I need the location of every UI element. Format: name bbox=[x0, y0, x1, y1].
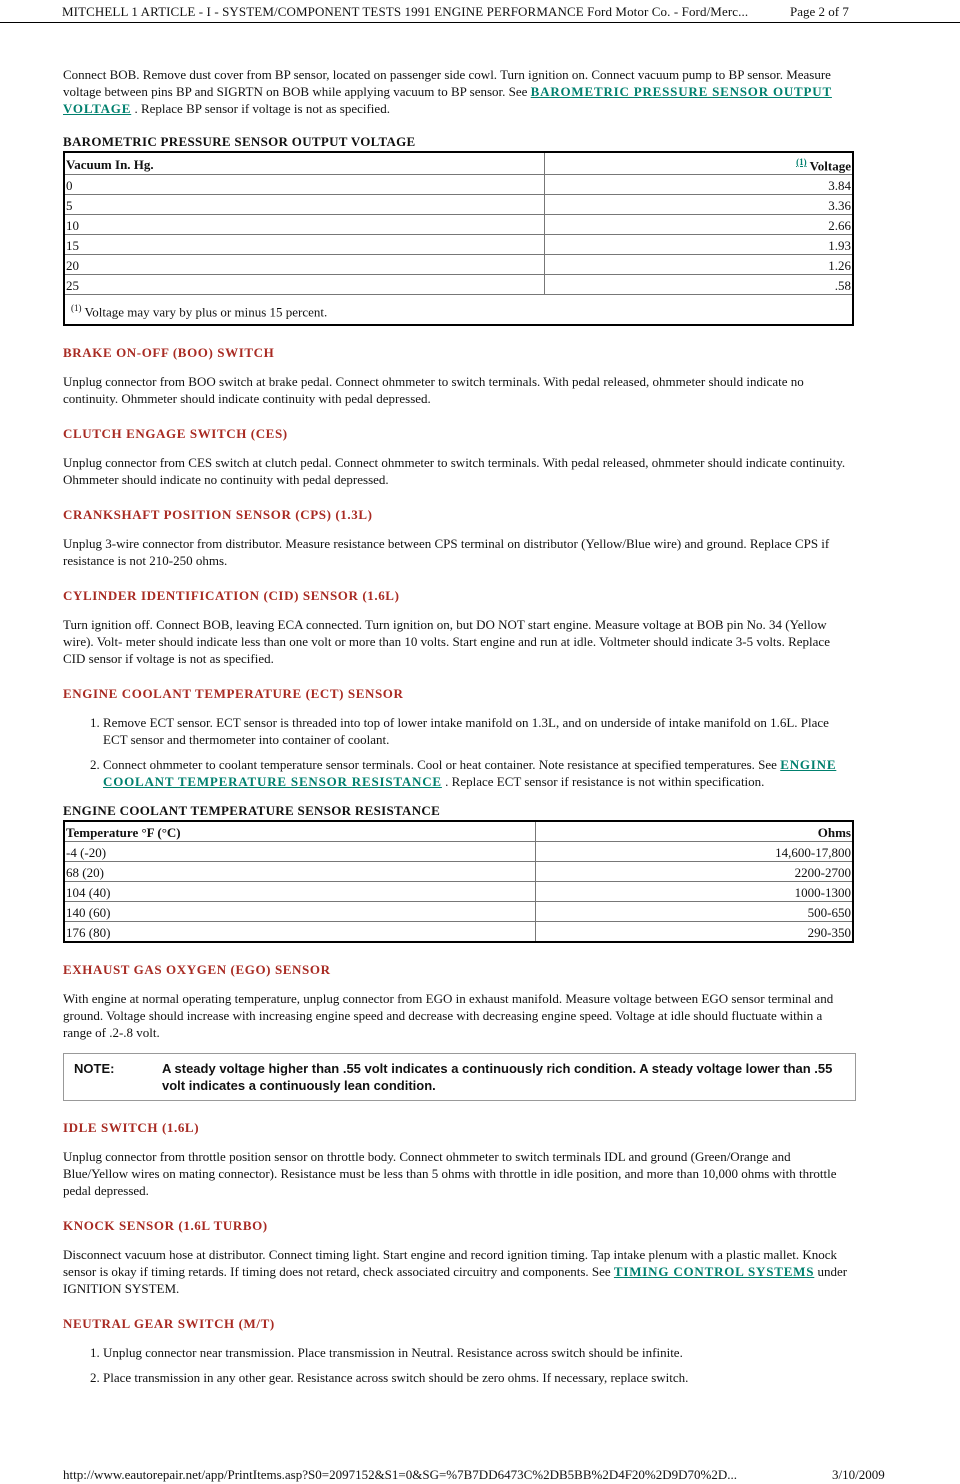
section-heading-idle: IDLE SWITCH (1.6L) bbox=[63, 1120, 200, 1136]
ect-table-title: ENGINE COOLANT TEMPERATURE SENSOR RESISTANCE bbox=[63, 803, 441, 819]
article-title: MITCHELL 1 ARTICLE - I - SYSTEM/COMPONENT TESTS 1991 ENGINE PERFORMANCE Ford Motor Co. - Ford/Merc... bbox=[62, 4, 749, 19]
ect-resistance-link[interactable]: ENGINE COOLANT TEMPERATURE SENSOR RESISTANCE bbox=[103, 757, 837, 790]
bp-table-title: BAROMETRIC PRESSURE SENSOR OUTPUT VOLTAGE bbox=[63, 134, 416, 149]
ces-paragraph: Unplug connector from CES switch at clutch pedal. Connect ohmmeter to switch terminals. With pedal released, ohmmeter should indicate continuity. Ohmmeter should indicate no continuity with pedal depressed. bbox=[63, 455, 846, 488]
ego-paragraph: With engine at normal operating temperature, unplug connector from EGO in exhaust manifold. Measure voltage between EGO sensor terminal and ground. Voltage should increase with increasing engine speed and decrease with decreasing engine speed. Voltage at idle should fluctuate within a range of .2-.8 volt. bbox=[63, 991, 834, 1041]
ect-resistance-table bbox=[63, 820, 854, 943]
section-heading-knock: KNOCK SENSOR (1.6L TURBO) bbox=[63, 1218, 268, 1234]
article-body bbox=[63, 66, 853, 1398]
page-number: Page 2 of 7 bbox=[790, 4, 849, 19]
cid-paragraph: Turn ignition off. Connect BOB, leaving ECA connected. Turn ignition on, but DO NOT start engine. Measure voltage at BOB pin No. 34 (Yellow wire). Volt- meter should indicate less than one volt or more than 10 volts. Start engine and run at idle. Voltmeter should indicate 3-5 volts. Replace CID sensor if voltage is not as specified. bbox=[63, 617, 830, 667]
table-row: 104 (40) 1000-1300 bbox=[64, 882, 853, 902]
note-text: A steady voltage higher than .55 volt indicates a continuously rich condition. A steady voltage lower than .55 volt indicates a continuously lean condition. bbox=[162, 1061, 833, 1094]
idle-paragraph: Unplug connector from throttle position sensor on throttle body. Connect ohmmeter to switch terminals IDL and ground (Green/Orange and Blue/Yellow wires on mating connector). Resistance must be less than 5 ohms with throttle in idle position, and more than 10,000 ohms with throttle pedal depressed. bbox=[63, 1149, 837, 1199]
table-footnote: $^{(1)}$ Voltage may vary by plus or minus 15 percent. bbox=[64, 295, 853, 326]
cps-paragraph: Unplug 3-wire connector from distributor. Measure resistance between CPS terminal on distributor (Yellow/Blue wire) and ground. Replace CPS if resistance is not 210-250 ohms. bbox=[63, 536, 830, 569]
page-footer bbox=[0, 1466, 960, 1484]
footnote-link[interactable]: (1) bbox=[796, 157, 807, 167]
table-header-row bbox=[64, 821, 853, 842]
bp-intro-paragraph: Connect BOB. Remove dust cover from BP sensor, located on passenger side cowl. Turn ignition on. Connect vacuum pump to BP sensor. Measure voltage between pins BP and SIGRTN on BOB while applying vacuum to BP sensor. See BAROMETRIC PRESSURE SENSOR OUTPUT VOLTAGE . Replace BP sensor if voltage is not as specified. bbox=[63, 67, 832, 116]
bp-voltage-table bbox=[63, 151, 854, 326]
table-row: 25 .58 bbox=[64, 275, 853, 295]
list-item: 2. Place transmission in any other gear. Resistance across switch should be zero ohms. If necessary, replace switch. bbox=[103, 1369, 853, 1386]
column-header-voltage: $^{(1)}$ Voltage bbox=[545, 152, 853, 175]
timing-control-link[interactable]: TIMING CONTROL SYSTEMS bbox=[613, 1264, 815, 1280]
bp-output-voltage-link[interactable]: BAROMETRIC PRESSURE SENSOR OUTPUT VOLTAGE bbox=[63, 84, 832, 116]
table-row: 0 3.84 bbox=[64, 175, 853, 195]
knock-paragraph: Disconnect vacuum hose at distributor. Connect timing light. Start engine and record ignition timing. Tap intake plenum with a plastic mallet. Knock sensor is okay if timing retards. If timing does not retard, check associated circuitry and components. See TIMING CONTROL SYSTEMS under IGNITION SYSTEM. bbox=[63, 1247, 848, 1297]
list-item: 2. Connect ohmmeter to coolant temperature sensor terminals. Cool or heat container. Note resistance at specified temperatures. See ENGINE COOLANT TEMPERATURE SENSOR RESISTANCE . Replace ECT sensor if resistance is not within specification. bbox=[103, 756, 853, 790]
source-url: http://www.eautorepair.net/app/PrintItems.asp?S0=2097152&S1=0&SG=%7B7DD6473C%2DB5BB%2D4F20%2D9D70%2D... bbox=[63, 1467, 738, 1482]
list-item: 1. Unplug connector near transmission. Place transmission in Neutral. Resistance across switch should be infinite. bbox=[103, 1344, 853, 1361]
table-row: 5 3.36 bbox=[64, 195, 853, 215]
section-heading-boo: BRAKE ON-OFF (BOO) SWITCH bbox=[63, 345, 275, 361]
neutral-steps bbox=[63, 1344, 853, 1386]
section-heading-cid: CYLINDER IDENTIFICATION (CID) SENSOR (1.6L) bbox=[63, 588, 400, 604]
print-date: 3/10/2009 bbox=[832, 1467, 885, 1482]
list-item: 1. Remove ECT sensor. ECT sensor is threaded into top of lower intake manifold on 1.3L, and on underside of intake manifold on 1.6L. Place ECT sensor and thermometer into container of coolant. bbox=[103, 714, 853, 748]
section-heading-cps: CRANKSHAFT POSITION SENSOR (CPS) (1.3L) bbox=[63, 507, 373, 523]
table-row: 10 2.66 bbox=[64, 215, 853, 235]
table-footnote-row bbox=[64, 295, 853, 326]
boo-paragraph: Unplug connector from BOO switch at brake pedal. Connect ohmmeter to switch terminals. With pedal released, ohmmeter should indicate no continuity. Ohmmeter should indicate continuity with pedal depressed. bbox=[63, 374, 804, 407]
ect-steps bbox=[63, 714, 853, 790]
section-heading-ces: CLUTCH ENGAGE SWITCH (CES) bbox=[63, 426, 288, 442]
note-label: NOTE: bbox=[74, 1061, 115, 1077]
table-row: 68 (20) 2200-2700 bbox=[64, 862, 853, 882]
table-row: 15 1.93 bbox=[64, 235, 853, 255]
column-header-ohms: Ohms bbox=[536, 821, 853, 842]
section-heading-neutral: NEUTRAL GEAR SWITCH (M/T) bbox=[63, 1316, 275, 1332]
section-heading-ego: EXHAUST GAS OXYGEN (EGO) SENSOR bbox=[63, 962, 331, 978]
table-row: 176 (80) 290-350 bbox=[64, 922, 853, 943]
table-header-row bbox=[64, 152, 853, 175]
page-header bbox=[0, 0, 960, 23]
column-header-temperature: Temperature °F (°C) bbox=[64, 821, 536, 842]
section-heading-ect: ENGINE COOLANT TEMPERATURE (ECT) SENSOR bbox=[63, 686, 404, 702]
column-header-vacuum: Vacuum In. Hg. bbox=[64, 152, 545, 175]
table-row: 140 (60) 500-650 bbox=[64, 902, 853, 922]
note-box bbox=[63, 1053, 856, 1101]
table-row: 20 1.26 bbox=[64, 255, 853, 275]
table-row: -4 (-20) 14,600-17,800 bbox=[64, 842, 853, 862]
